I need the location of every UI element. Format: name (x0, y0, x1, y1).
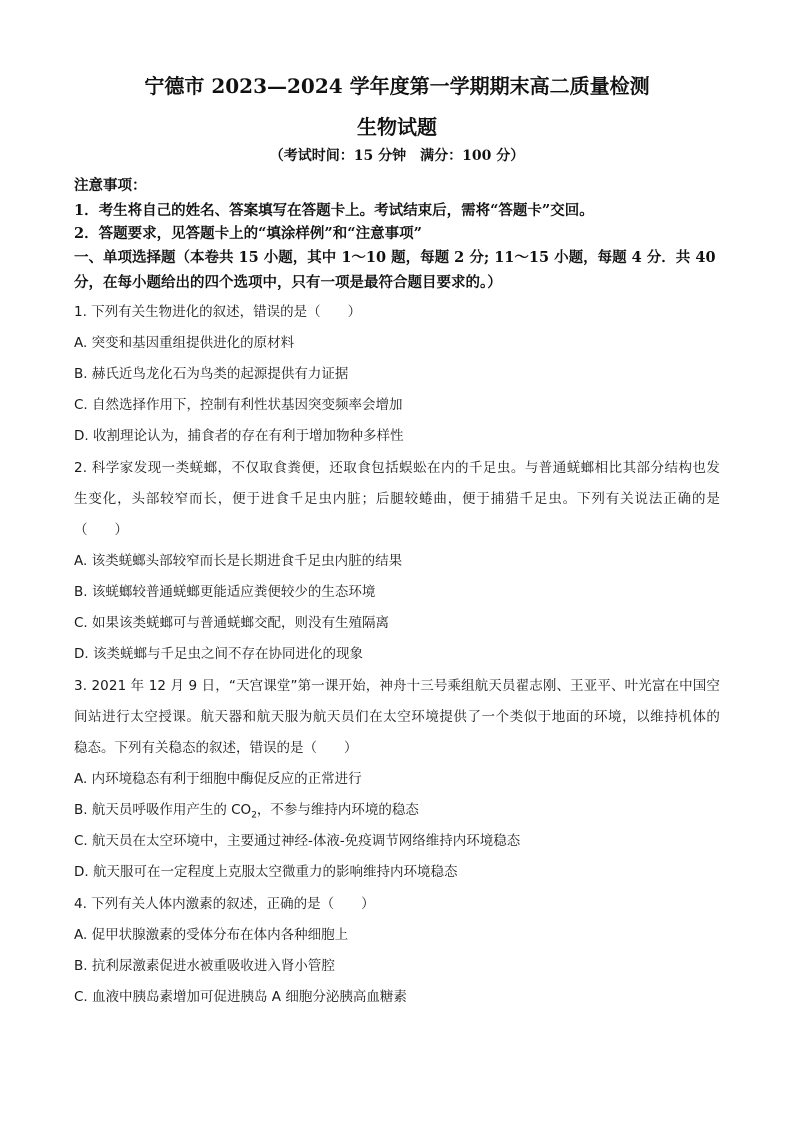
q2-option-c: C. 如果该类蜣螂可与普通蜣螂交配，则没有生殖隔离 (74, 615, 390, 631)
subject-title: 生物试题 (357, 115, 437, 139)
q2-option-d: D. 该类蜣螂与千足虫之间不存在协同进化的现象 (74, 646, 363, 662)
q2-stem-line3: （ ） (74, 522, 128, 538)
q3-option-b (74, 798, 419, 821)
q2-stem-line1: 2. 科学家发现一类蜣螂，不仅取食粪便，还取食包括蜈蚣在内的千足虫。与普通蜣螂相比其部分结构也发 (74, 460, 720, 476)
q3-stem-line3: 稳态。下列有关稳态的叙述，错误的是（ ） (74, 740, 358, 756)
q2-option-b: B. 该蜣螂较普通蜣螂更能适应粪便较少的生态环境 (74, 584, 376, 600)
q1-option-d: D. 收割理论认为，捕食者的存在有利于增加物种多样性 (74, 428, 404, 444)
q1-option-b: B. 赫氏近鸟龙化石为鸟类的起源提供有力证据 (74, 366, 349, 382)
q3-option-b-text-end: ，不参与维持内环境的稳态 (256, 802, 419, 818)
q3-option-a: A. 内环境稳态有利于细胞中酶促反应的正常进行 (74, 771, 362, 787)
q3-option-c: C. 航天员在太空环境中，主要通过神经-体液-免疫调节网络维持内环境稳态 (74, 833, 521, 849)
q4-stem: 4. 下列有关人体内激素的叙述，正确的是（ ） (74, 896, 375, 912)
section1-instructions-line1: 一、单项选择题（本卷共 15 小题，其中 1～10 题，每题 2 分; 11～15 小题，每题 4 分．共 40 (74, 249, 716, 266)
note-item-2: 2．答题要求，见答题卡上的“填涂样例”和“注意事项” (74, 225, 422, 242)
q3-option-d: D. 航天服可在一定程度上克服太空微重力的影响维持内环境稳态 (74, 864, 458, 880)
q4-option-b: B. 抗利尿激素促进水被重吸收进入肾小管腔 (74, 958, 335, 974)
q4-option-c: C. 血液中胰岛素增加可促进胰岛 A 细胞分泌胰高血糖素 (74, 989, 407, 1005)
q3-stem-line1: 3. 2021 年 12 月 9 日，“天宫课堂”第一课开始，神舟十三号乘组航天员翟志刚、王亚平、叶光富在中国空 (74, 678, 720, 694)
exam-info: （考试时间：15 分钟 满分：100 分） (269, 148, 525, 164)
notes-heading: 注意事项： (74, 177, 147, 194)
q3-stem-line2: 间站进行太空授课。航天器和航天服为航天员们在太空环境提供了一个类似于地面的环境，以维持机体的 (74, 709, 720, 725)
q3-option-b-text: B. 航天员呼吸作用产生的 CO (74, 802, 252, 818)
section1-instructions-line2: 分，在每小题给出的四个选项中，只有一项是最符合题目要求的。） (74, 274, 502, 291)
q2-option-a: A. 该类蜣螂头部较窄而长是长期进食千足虫内脏的结果 (74, 553, 403, 569)
q2-stem-line2: 生变化，头部较窄而长，便于进食千足虫内脏；后腿较蜷曲，便于捕猎千足虫。下列有关说法正确的是 (74, 491, 720, 507)
q4-option-a: A. 促甲状腺激素的受体分布在体内各种细胞上 (74, 927, 349, 943)
q1-stem: 1. 下列有关生物进化的叙述，错误的是（ ） (74, 304, 362, 320)
exam-title: 宁德市 2023—2024 学年度第一学期期末高二质量检测 (144, 74, 650, 98)
q1-option-c: C. 自然选择作用下，控制有利性状基因突变频率会增加 (74, 397, 403, 413)
note-item-1: 1．考生将自己的姓名、答案填写在答题卡上。考试结束后，需将“答题卡”交回。 (74, 202, 594, 219)
q1-option-a: A. 突变和基因重组提供进化的原材料 (74, 335, 295, 351)
q3-option-b-subscript: 2 (251, 810, 257, 821)
